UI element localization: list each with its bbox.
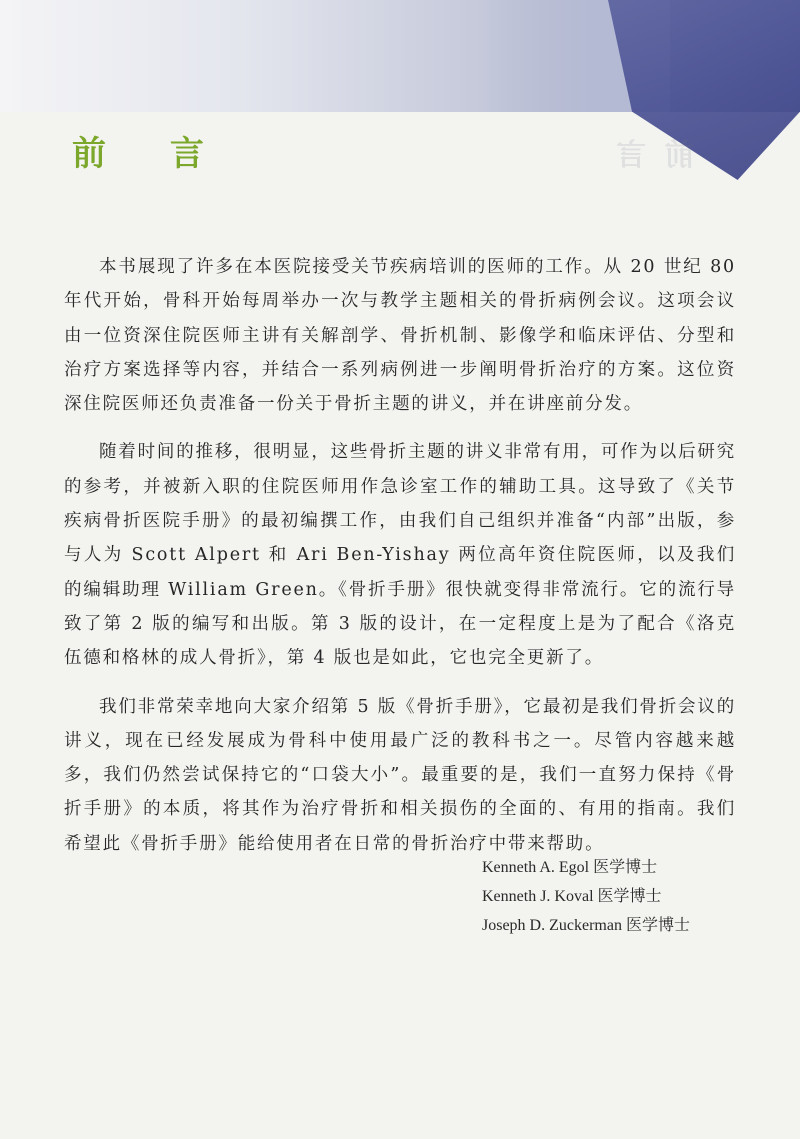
preface-body — [64, 250, 736, 875]
signature-block — [482, 853, 690, 940]
page-title: 前 言 — [72, 134, 230, 174]
paragraph-3: 我们非常荣幸地向大家介绍第 5 版《骨折手册》，它最初是我们骨折会议的讲义，现在已经发展成为骨科中使用最广泛的教科书之一。尽管内容越来越多，我们仍然尝试保持它的“口袋大小”。最重要的是，我们一直努力保持《骨折手册》的本质，将其作为治疗骨折和相关损伤的全面的、有用的指南。我们希望此《骨折手册》能给使用者在日常的骨折治疗中带来帮助。 — [64, 696, 736, 854]
title-show-through: 前 言 — [612, 138, 695, 173]
paragraph-2: 随着时间的推移，很明显，这些骨折主题的讲义非常有用，可作为以后研究的参考，并被新入职的住院医师用作急诊室工作的辅助工具。这导致了《关节疾病骨折医院手册》的最初编撰工作，由我们自己组织并准备“内部”出版，参与人为 Scott Alpert 和 Ari Ben-Yishay 两位高年资住院医师，以及我们的编辑助理 William Green。《骨折手册》很快就变得非常流行。它的流行导致了第 2 版的编写和出版。第 3 版的设计，在一定程度上是为了配合《洛克伍德和格林的成人骨折》，第 4 版也是如此，它也完全更新了。 — [64, 442, 736, 669]
signature-zuckerman: Joseph D. Zuckerman 医学博士 — [482, 917, 690, 934]
signature-egol: Kenneth A. Egol 医学博士 — [482, 859, 658, 876]
signature-koval: Kenneth J. Koval 医学博士 — [482, 888, 662, 905]
paragraph-1: 本书展现了许多在本医院接受关节疾病培训的医师的工作。从 20 世纪 80 年代开始，骨科开始每周举办一次与教学主题相关的骨折病例会议。这项会议由一位资深住院医师主讲有关解剖学、骨折机制、影像学和临床评估、分型和治疗方案选择等内容，并结合一系列病例进一步阐明骨折治疗的方案。这位资深住院医师还负责准备一份关于骨折主题的讲义，并在讲座前分发。 — [64, 257, 736, 415]
